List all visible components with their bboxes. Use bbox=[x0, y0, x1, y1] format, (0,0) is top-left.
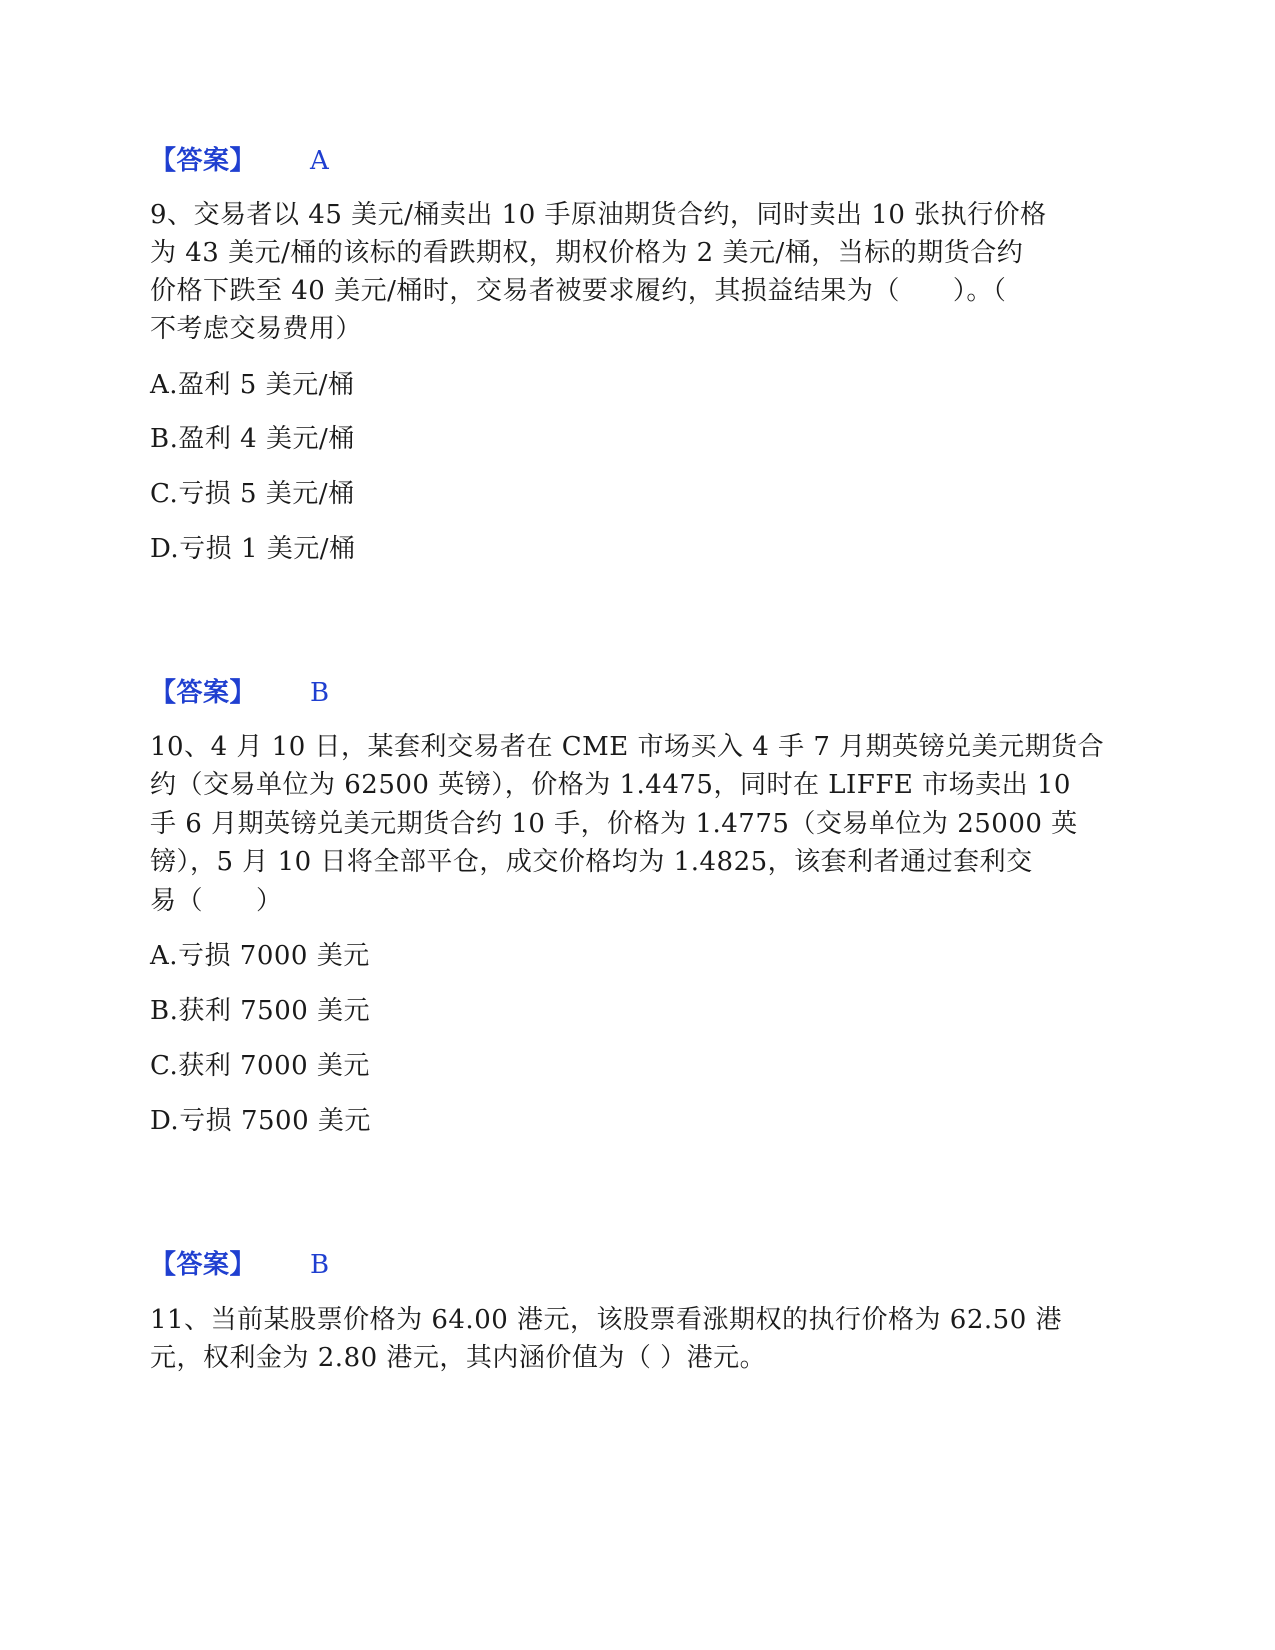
question-line: 不考虑交易费用） bbox=[150, 314, 363, 344]
answer-value: A bbox=[310, 146, 330, 176]
question-line: 约（交易单位为 62500 英镑），价格为 1.4475，同时在 LIFFE 市场卖出 10 bbox=[150, 770, 1071, 800]
answer-label: 【答案】 bbox=[150, 146, 257, 176]
answer-line bbox=[150, 678, 550, 708]
answer-label: 【答案】 bbox=[150, 1250, 257, 1280]
option-b: B.获利 7500 美元 bbox=[150, 996, 371, 1026]
question-line: 元，权利金为 2.80 港元，其内涵价值为（ ）港元。 bbox=[150, 1343, 767, 1373]
option-b: B.盈利 4 美元/桶 bbox=[150, 424, 355, 454]
question-line: 10、4 月 10 日，某套利交易者在 CME 市场买入 4 手 7 月期英镑兑美元期货合 bbox=[150, 732, 1105, 762]
question-line: 为 43 美元/桶的该标的看跌期权，期权价格为 2 美元/桶，当标的期货合约 bbox=[150, 238, 1024, 268]
answer-label: 【答案】 bbox=[150, 678, 257, 708]
answer-line bbox=[150, 146, 550, 176]
option-c: C.获利 7000 美元 bbox=[150, 1051, 370, 1081]
question-line: 9、交易者以 45 美元/桶卖出 10 手原油期货合约，同时卖出 10 张执行价格 bbox=[150, 200, 1047, 230]
answer-line bbox=[150, 1250, 550, 1280]
option-a: A.盈利 5 美元/桶 bbox=[150, 370, 355, 400]
answer-value: B bbox=[310, 678, 330, 708]
question-line: 11、当前某股票价格为 64.00 港元，该股票看涨期权的执行价格为 62.50 港 bbox=[150, 1305, 1063, 1335]
option-a: A.亏损 7000 美元 bbox=[150, 941, 370, 971]
question-line: 易（ ） bbox=[150, 886, 283, 916]
question-line: 价格下跌至 40 美元/桶时，交易者被要求履约，其损益结果为（ ）。（ bbox=[150, 276, 1007, 306]
answer-value: B bbox=[310, 1250, 330, 1280]
option-d: D.亏损 1 美元/桶 bbox=[150, 534, 356, 564]
question-line: 镑），5 月 10 日将全部平仓，成交价格均为 1.4825，该套利者通过套利交 bbox=[150, 847, 1033, 877]
option-c: C.亏损 5 美元/桶 bbox=[150, 479, 355, 509]
question-line: 手 6 月期英镑兑美元期货合约 10 手，价格为 1.4775（交易单位为 25000 英 bbox=[150, 809, 1078, 839]
option-d: D.亏损 7500 美元 bbox=[150, 1106, 371, 1136]
